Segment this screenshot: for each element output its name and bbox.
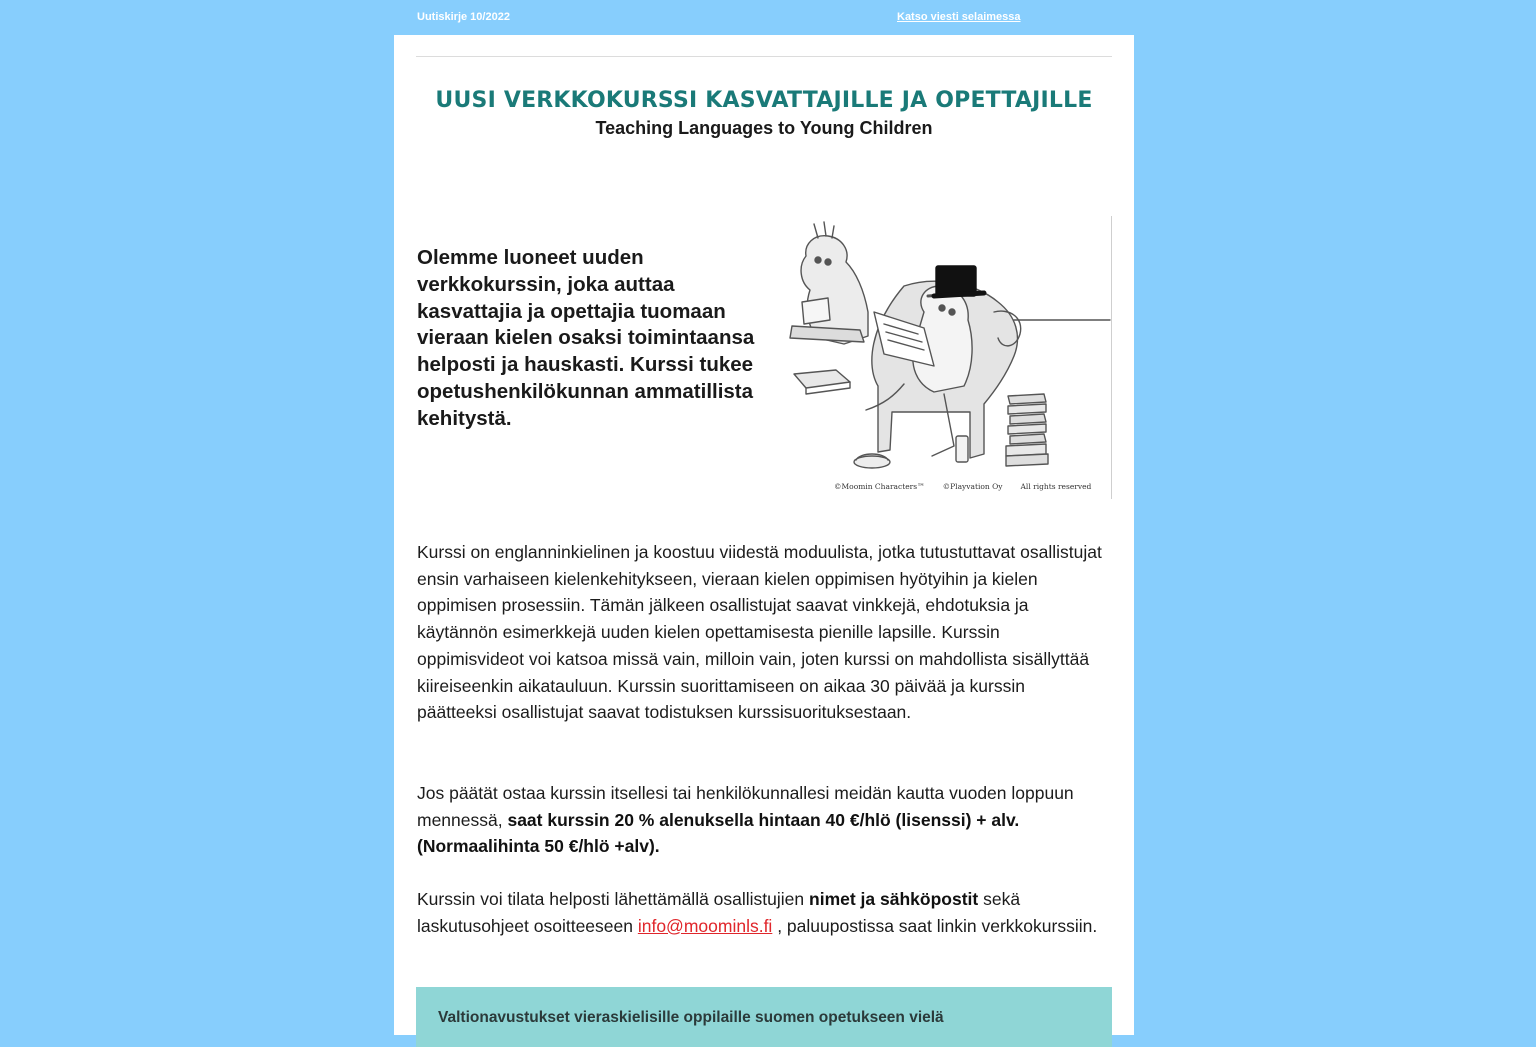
preheader [394,0,1134,34]
offer-price: saat kurssin 20 % alenuksella hintaan 40 €/hlö (lisenssi) + alv. (Normaalihinta 50 €/hlö +alv). [417,809,1020,857]
course-subtitle: Teaching Languages to Young Children [595,118,933,138]
order-text-middle: sekä laskutusohjeet osoitteeseen [417,889,1021,936]
credit-rights: All rights reserved [1020,482,1092,491]
grants-notice-title: Valtionavustukset vieraskielisille oppilaille suomen opetukseen vielä [438,1009,944,1026]
order-text-start: Kurssin voi tilata helposti lähettämällä osallistujien [417,889,810,909]
moomin-illustration [784,216,1112,499]
offer-paragraph [417,780,1109,860]
order-email-link[interactable]: info@moominls.fi [637,915,773,936]
credit-playvation: ©Playvation Oy [942,482,1003,491]
intro-text: Olemme luoneet uuden verkkokurssin, joka auttaa kasvattajia ja opettajia tuomaan vieraan kielen osaksi toimintaansa helposti ja hauskasti. Kurssi tukee opetushenkilökunnan ammatillista kehitystä. [417,246,755,430]
order-required-info: nimet ja sähköpostit [809,889,979,909]
newsletter-issue: Uutiskirje 10/2022 [417,11,510,23]
grants-notice-box[interactable] [416,987,1112,1047]
offer-text: Jos päätät ostaa kurssin itsellesi tai henkilökunnallesi meidän kautta vuoden loppuun mennessä, [417,783,1074,830]
view-in-browser-link[interactable]: Katso viesti selaimessa [897,11,1021,23]
moomin-reading-drawing [784,216,1112,499]
course-description: Kurssi on englanninkielinen ja koostuu viidestä moduulista, jotka tutustuttavat osallistujat ensin varhaiseen kielenkehitykseen, vieraan kielen oppimisen hyötyihin ja kielen oppimisen prosessiin. Tämän jälkeen osallistujat saavat vinkkejä, ehdotuksia ja käytännön esimerkkejä uuden kielen opettamisesta pienille lapsille. Kurssin oppimisvideot voi katsoa missä vain, milloin vain, joten kurssi on mahdollista sisällyttää kiireiseenkin aikatauluun. Kurssin suorittamiseen on aikaa 30 päivää ja kurssin päätteeksi osallistujat saavat todistuksen kurssisuorituksestaan. [417,542,1102,723]
newsletter-card [394,35,1134,1035]
order-text-end: , paluupostissa saat linkin verkkokurssiin. [772,915,1098,936]
divider [416,56,1112,57]
credit-moomin: ©Moomin Characters™ [834,482,925,491]
newsletter-headline: UUSI VERKKOKURSSI KASVATTAJILLE JA OPETTAJILLE [435,88,1093,113]
order-paragraph [417,886,1109,939]
illustration-credits [834,482,1104,491]
